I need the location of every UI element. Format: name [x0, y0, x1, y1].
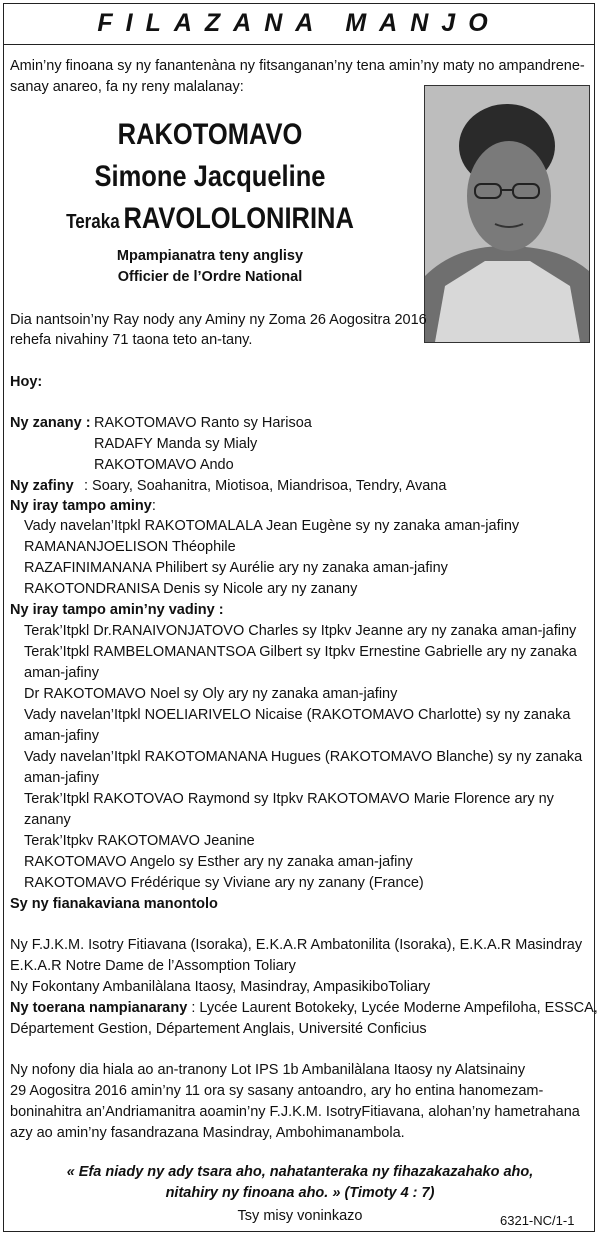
toerana-line-2: Département Gestion, Département Anglais, Université Conficius	[10, 1021, 427, 1037]
fianakaviana-label: Sy ny fianakaviana manontolo	[10, 896, 218, 912]
deceased-title-2: Officier de l’Ordre National	[117, 269, 303, 285]
tampo-vadiny-item: RAKOTOMAVO Frédérique sy Viviane ary ny zanany (France)	[24, 875, 424, 891]
tampo-vadiny-item: Dr RAKOTOMAVO Noel sy Oly ary ny zanaka aman-jafiny	[24, 686, 398, 702]
tampo-vadiny-item: zanany	[24, 812, 71, 828]
tampo-vadiny-label: Ny iray tampo amin’ny vadiny :	[10, 602, 224, 618]
zanany-item: RADAFY Manda sy Mialy	[94, 436, 258, 452]
hoy-label: Hoy:	[10, 374, 43, 390]
zanany-item: RAKOTOMAVO Ranto sy Harisoa	[94, 415, 312, 431]
maiden-name: RAVOLOLONIRINA	[123, 202, 354, 235]
tampo-aminy-label: Ny iray tampo aminy:	[10, 498, 156, 514]
intro-line-2: sanay anareo, fa ny reny malalanay:	[10, 79, 244, 95]
teraka-label: Teraka	[66, 211, 120, 233]
intro-line-1: Amin’ny finoana sy ny fanantenàna ny fitsanganan’ny tena amin’ny maty no ampandrene-	[10, 58, 585, 74]
deceased-maiden-line	[32, 202, 389, 236]
funeral-line: boninahitra an’Andriamanitra aoamin’ny F.J.K.M. IsotryFitiavana, alohan’ny hametrahana	[10, 1104, 580, 1120]
church-line: Ny F.J.K.M. Isotry Fitiavana (Isoraka), E.K.A.R Ambatonilita (Isoraka), E.K.A.R Masindray	[10, 937, 583, 953]
quote-line-2: nitahiry ny finoana aho. » (Timoty 4 : 7)	[165, 1185, 435, 1201]
tampo-aminy-item: RAZAFINIMANANA Philibert sy Aurélie ary ny zanaka aman-jafiny	[24, 560, 448, 576]
tampo-vadiny-item: aman-jafiny	[24, 665, 99, 681]
tampo-vadiny-item: aman-jafiny	[24, 770, 99, 786]
deceased-title-1: Mpampianatra teny anglisy	[116, 248, 304, 264]
footer-ref: 6321-NC/1-1	[500, 1213, 575, 1228]
tampo-vadiny-item: Terak’Itpkl RAKOTOVAO Raymond sy Itpkv RAKOTOMAVO Marie Florence ary ny	[24, 791, 554, 807]
funeral-line: azy ao amin’ny fasandrazana Masindray, Ambohimanambola.	[10, 1125, 405, 1141]
tampo-aminy-item: RAKOTONDRANISA Denis sy Nicole ary ny zanany	[24, 581, 358, 597]
tampo-vadiny-item: Terak’Itpkl Dr.RANAIVONJATOVO Charles sy Itpkv Jeanne ary ny zanaka aman-jafiny	[24, 623, 577, 639]
tampo-aminy-item: RAMANANJOELISON Théophile	[24, 539, 236, 555]
tampo-vadiny-item: Vady navelan’Itpkl RAKOTOMANANA Hugues (RAKOTOMAVO Blanche) sy ny zanaka	[24, 749, 583, 765]
tampo-vadiny-item: Terak’Itpkv RAKOTOMAVO Jeanine	[24, 833, 255, 849]
tampo-aminy-item: Vady navelan’Itpkl RAKOTOMALALA Jean Eugène sy ny zanaka aman-jafiny	[24, 518, 520, 534]
zanany-item: RAKOTOMAVO Ando	[94, 457, 234, 473]
church-line: E.K.A.R Notre Dame de l’Assomption Toliary	[10, 958, 296, 974]
tampo-vadiny-item: Vady navelan’Itpkl NOELIARIVELO Nicaise (RAKOTOMAVO Charlotte) sy ny zanaka	[24, 707, 571, 723]
funeral-line: 29 Aogositra 2016 amin’ny 11 ora sy sasany antoandro, ary ho entina hanomezam-	[10, 1083, 544, 1099]
notice-header	[3, 3, 595, 45]
deceased-given-names: Simone Jacqueline	[94, 160, 326, 193]
church-line: Ny Fokontany Ambanilàlana Itaosy, Masindray, AmpasikiboToliary	[10, 979, 431, 995]
zanany-label: Ny zanany :	[10, 415, 91, 431]
tampo-vadiny-item: aman-jafiny	[24, 728, 99, 744]
death-line-1: Dia nantsoin’ny Ray nody any Aminy ny Zoma 26 Aogositra 2016	[10, 312, 427, 328]
funeral-line: Ny nofony dia hiala ao an-tranony Lot IPS 1b Ambanilàlana Itaosy ny Alatsinainy	[10, 1062, 526, 1078]
toerana-line: Ny toerana nampianarany : Lycée Laurent Botokeky, Lycée Moderne Ampefiloha, ESSCA,	[10, 1000, 598, 1016]
header-title: FILAZANA MANJO	[97, 9, 501, 37]
portrait-image	[425, 86, 589, 342]
zafiny-text: : Soary, Soahanitra, Miotisoa, Miandrisoa, Tendry, Avana	[84, 478, 447, 494]
tampo-vadiny-item: RAKOTOMAVO Angelo sy Esther ary ny zanaka aman-jafiny	[24, 854, 413, 870]
death-line-2: rehefa nivahiny 71 taona teto an-tany.	[10, 332, 253, 348]
deceased-photo	[424, 85, 590, 343]
zafiny-label: Ny zafiny	[10, 478, 74, 494]
footer-note: Tsy misy voninkazo	[237, 1208, 363, 1224]
tampo-vadiny-item: Terak’Itpkl RAMBELOMANANTSOA Gilbert sy Itpkv Ernestine Gabrielle ary ny zanaka	[24, 644, 577, 660]
quote-line-1: « Efa niady ny ady tsara aho, nahatanteraka ny fihazakazahako aho,	[66, 1164, 534, 1180]
deceased-surname: RAKOTOMAVO	[117, 118, 303, 151]
